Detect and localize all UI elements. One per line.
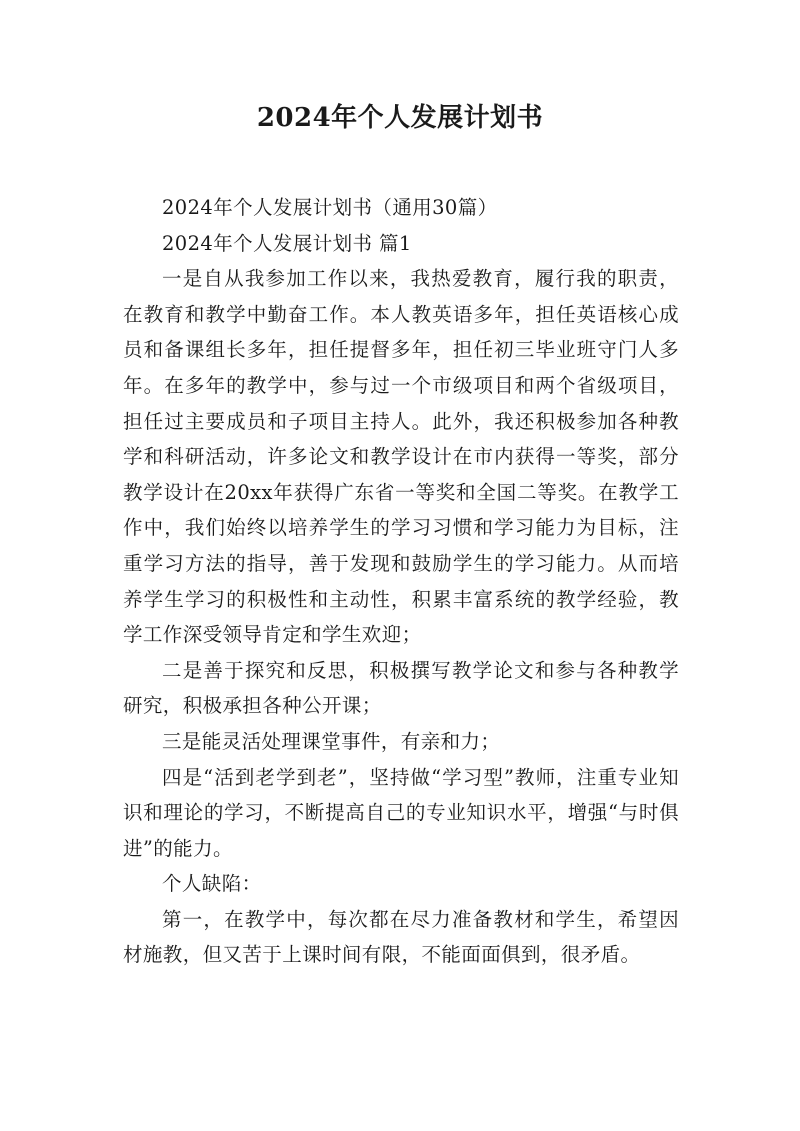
document-body [123, 190, 679, 973]
section-heading: 2024年个人发展计划书 篇1 [162, 231, 412, 255]
body-paragraph: 四是“活到老学到老”，坚持做“学习型”教师，注重专业知识和理论的学习，不断提高自己的专业知识水平，增强“与时俱进”的能力。 [123, 765, 679, 860]
body-paragraph: 三是能灵活处理课堂事件，有亲和力； [162, 729, 501, 753]
body-paragraph: 个人缺陷： [162, 872, 262, 896]
body-paragraph: 一是自从我参加工作以来，我热爱教育，履行我的职责，在教育和教学中勤奋工作。本人教英语多年，担任英语核心成员和备课组长多年，担任提督多年，担任初三毕业班守门人多年。在多年的教学中，参与过一个市级项目和两个省级项目，担任过主要成员和子项目主持人。此外，我还积极参加各种教学和科研活动，许多论文和教学设计在市内获得一等奖，部分教学设计在20xx年获得广东省一等奖和全国二等奖。在教学工作中，我们始终以培养学生的学习习惯和学习能力为目标，注重学习方法的指导，善于发现和鼓励学生的学习能力。从而培养学生学习的积极性和主动性，积累丰富系统的教学经验，教学工作深受领导肯定和学生欢迎； [123, 267, 679, 647]
subtitle-paragraph: 2024年个人发展计划书（通用30篇） [162, 196, 498, 219]
document-title: 2024年个人发展计划书 [256, 103, 544, 133]
body-paragraph: 二是善于探究和反思，积极撰写教学论文和参与各种教学研究，积极承担各种公开课； [123, 658, 679, 718]
body-paragraph: 第一，在教学中，每次都在尽力准备教材和学生，希望因材施教，但又苦于上课时间有限，不能面面俱到，很矛盾。 [123, 907, 679, 967]
